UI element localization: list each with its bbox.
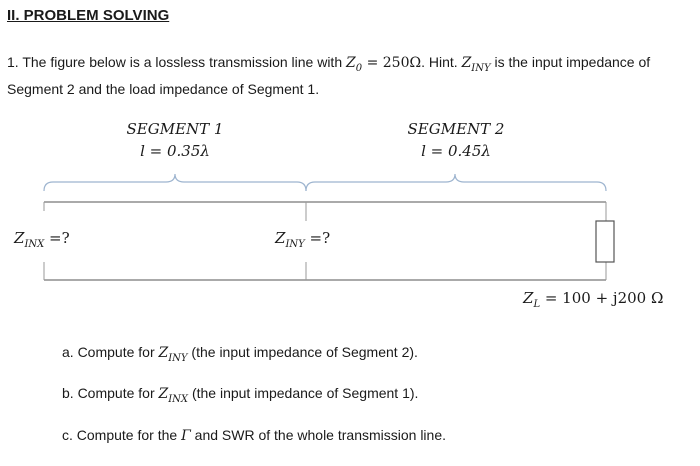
ziny-label: $Z_{INY}$ =? [275,229,331,250]
segment-2-length: l = 0.45λ [421,142,491,160]
z0-symbol: $Z_0 = 250\Omega$ [346,55,422,74]
load-impedance-label: $Z_L = 100 + j200$ Ω [523,289,664,310]
segment-2-title: SEGMENT 2 [407,120,505,138]
ziny-symbol: $Z_{INY}$ [461,55,491,74]
section-heading: II. PROBLEM SOLVING [7,7,170,24]
question-b: b. Compute for $Z_{INX}$ (the input impedance of Segment 1). [62,385,419,405]
question-c: c. Compute for the Γ and SWR of the whole transmission line. [62,427,447,444]
segment-1-title: SEGMENT 1 [126,120,224,138]
problem-statement: 1. The figure below is a lossless transmission line with $Z_0 = 250\Omega$. Hint. $Z_{INY}$ is the input impedance of Segment 2 and the load impedance of Segment 1. [7,54,651,97]
segment-2-brace [306,174,606,191]
question-a: a. Compute for $Z_{INY}$ (the input impedance of Segment 2). [62,344,418,364]
zinx-label: $Z_{INX}$ =? [14,229,70,250]
segment-1-length: l = 0.35λ [140,142,210,160]
segment-1-brace [44,174,306,191]
load-impedance-box [596,221,614,262]
